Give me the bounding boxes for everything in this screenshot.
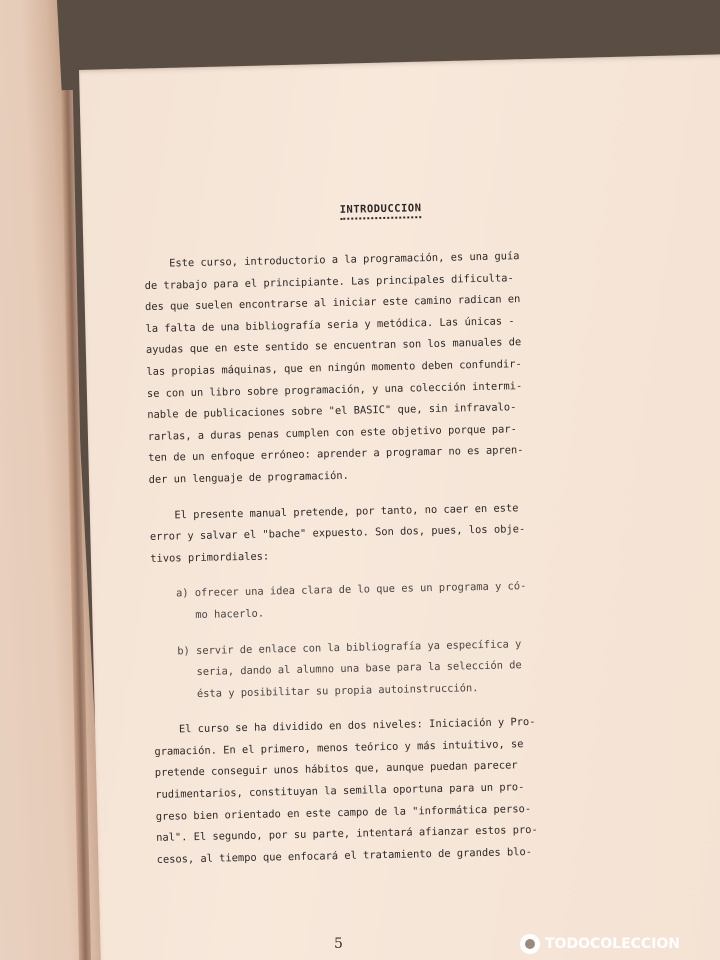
text-line: mo hacerlo.	[151, 607, 265, 622]
text-line: greso bien orientado en este campo de la "informática perso-	[155, 802, 532, 823]
text-line: El presente manual pretende, por tanto, no caer en este	[149, 501, 519, 522]
watermark-logo-icon	[520, 934, 540, 954]
text-line: ten de un enfoque erróneo: aprender a programar no es apren-	[148, 444, 524, 465]
page-number: 5	[334, 936, 343, 952]
text-line: Este curso, introductorio a la programación, es una guía	[144, 250, 520, 270]
text-line: rarlas, a duras penas cumplen con este objetivo porque par-	[147, 422, 517, 443]
text-line: seria, dando al alumno una base para la selección de	[152, 659, 522, 679]
text-line: se con un libro sobre programación, y una colección intermi-	[146, 379, 523, 400]
text-line: a) ofrecer una idea clara de lo que es un programa y có-	[150, 580, 527, 601]
list-item-a	[151, 575, 597, 627]
text-line: der un lenguaje de programación.	[148, 469, 349, 486]
text-line: rudimentarios, constituyan la semilla oportuna para un pro-	[155, 781, 525, 801]
text-line: des que suelen encontrarse al iniciar este camino radican en	[144, 293, 521, 314]
list-item-b	[152, 632, 598, 706]
text-line: tivos primordiales:	[150, 550, 270, 565]
watermark	[520, 932, 710, 956]
paragraph-intro	[144, 245, 594, 492]
text-line: error y salvar el "bache" expuesto. Son dos, pues, los obje-	[149, 523, 526, 544]
page-title: INTRODUCCION	[173, 199, 588, 220]
text-line: las propias máquinas, que en ningún momento deben confundir-	[146, 358, 522, 378]
text-line: ayudas que en este sentido se encuentran son los manuales de	[145, 336, 522, 357]
page-content	[143, 199, 602, 886]
text-line: de trabajo para el principiante. Las principales dificulta-	[144, 271, 514, 292]
text-line: ésta y posibilitar su propia autoinstrucción.	[153, 681, 479, 701]
text-line: cesos, al tiempo que enfocará el tratamiento de grandes blo-	[156, 845, 533, 866]
paragraph-purpose	[149, 496, 595, 570]
text-line: b) servir de enlace con la bibliografía ya específica y	[152, 637, 522, 658]
text-line: gramación. En el primero, menos teórico y más intuitivo, se	[154, 738, 524, 758]
paragraph-levels	[154, 711, 602, 871]
text-line: nal". El segundo, por su parte, intentará afianzar estos pro-	[156, 824, 538, 845]
text-line: pretende conseguir unos hábitos que, aunque puedan parecer	[154, 759, 518, 780]
watermark-text: TODOCOLECCION	[545, 936, 681, 952]
text-line: la falta de una bibliografía seria y metódica. Las únicas -	[145, 315, 515, 335]
text-line: El curso se ha dividido en dos niveles: Iniciación y Pro-	[153, 716, 536, 737]
text-line: nable de publicaciones sobre "el BASIC" que, sin infravalo-	[147, 401, 517, 422]
